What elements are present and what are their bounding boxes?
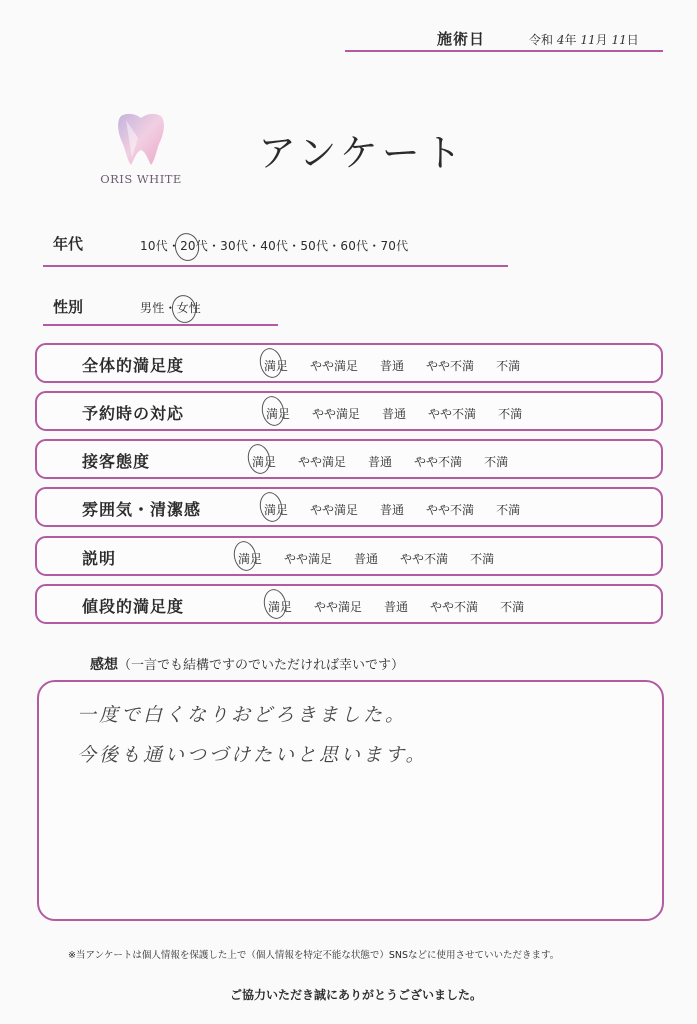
treatment-date <box>345 26 663 52</box>
gender-options <box>140 299 201 316</box>
rating-option: やや満足 <box>314 600 363 614</box>
rating-option: 不満 <box>500 600 525 614</box>
rating-row <box>35 343 663 383</box>
age-label: 年代 <box>53 235 84 253</box>
rating-label: 全体的満足度 <box>82 356 185 375</box>
gender-separator: ・ <box>164 301 177 315</box>
rating-label: 値段的満足度 <box>82 597 185 616</box>
rating-option: やや満足 <box>310 359 359 373</box>
rating-selected-mark <box>259 394 287 428</box>
tooth-icon <box>96 108 186 170</box>
rating-option: やや満足 <box>298 455 347 469</box>
footnote: ※当アンケートは個人情報を保護した上で（個人情報を特定不能な状態で）SNSなどに使用させていいただきます。 <box>68 950 560 961</box>
day: 11 <box>611 33 627 47</box>
rating-option: 満足 <box>252 453 276 470</box>
age-underline <box>43 265 508 267</box>
rating-option: 満足 <box>268 598 292 615</box>
rating-label: 雰囲気・清潔感 <box>82 500 202 519</box>
rating-options <box>264 501 542 518</box>
gender-underline <box>43 324 278 326</box>
rating-selected-mark <box>257 490 285 524</box>
impression-subtitle: （一言でも結構ですのでいただければ幸いです） <box>118 658 405 673</box>
rating-selected-mark <box>257 346 285 380</box>
rating-row <box>35 487 663 527</box>
rating-option: やや不満 <box>400 552 449 566</box>
rating-options <box>264 357 542 374</box>
age-option: 40代 <box>260 239 289 253</box>
rating-option: やや満足 <box>284 552 333 566</box>
rating-options <box>238 550 516 567</box>
rating-option: やや不満 <box>426 359 475 373</box>
year-unit: 年 <box>564 33 577 47</box>
age-separator: ・ <box>368 239 381 253</box>
date-value <box>529 31 639 48</box>
rating-selected-mark <box>261 587 289 621</box>
rating-option: やや不満 <box>430 600 479 614</box>
brand-name: ORIS WHITE <box>100 172 182 186</box>
rating-option: 満足 <box>238 550 262 567</box>
rating-option: 満足 <box>264 501 288 518</box>
day-unit: 日 <box>626 33 639 47</box>
age-separator: ・ <box>248 239 261 253</box>
age-separator: ・ <box>207 239 221 253</box>
rating-option: 普通 <box>384 600 409 614</box>
rating-label: 説明 <box>82 549 117 568</box>
age-option: 70代 <box>380 239 409 253</box>
rating-option: 普通 <box>368 455 393 469</box>
rating-option: やや満足 <box>312 407 361 421</box>
gender-option: 男性 <box>140 301 165 315</box>
age-option: 50代 <box>300 239 329 253</box>
age-selected-mark <box>172 231 201 263</box>
rating-option: やや不満 <box>426 503 475 517</box>
rating-row <box>35 584 663 624</box>
age-separator: ・ <box>328 239 341 253</box>
rating-row <box>35 439 663 479</box>
rating-options <box>252 453 530 470</box>
gender-label: 性別 <box>53 298 84 316</box>
rating-selected-mark <box>245 442 273 476</box>
month: 11 <box>580 33 596 47</box>
impression-line-2: 今後も通いつづけたいと思います。 <box>77 744 428 766</box>
rating-row <box>35 536 663 576</box>
rating-option: 不満 <box>498 407 523 421</box>
age-option: 30代 <box>220 239 249 253</box>
rating-option: 不満 <box>484 455 509 469</box>
logo <box>96 108 186 190</box>
rating-row <box>35 391 663 431</box>
rating-option: やや不満 <box>414 455 463 469</box>
gender-selected-mark <box>169 293 198 325</box>
rating-option: 普通 <box>382 407 407 421</box>
rating-option: 満足 <box>266 405 290 422</box>
thanks-message: ご協力いただき誠にありがとうございました。 <box>230 988 483 1002</box>
impression-heading <box>90 654 404 674</box>
age-separator: ・ <box>167 239 181 253</box>
rating-option: 不満 <box>496 359 521 373</box>
month-unit: 月 <box>595 33 608 47</box>
rating-option: 不満 <box>470 552 495 566</box>
rating-options <box>266 405 544 422</box>
gender-option: 女性 <box>177 301 201 315</box>
era: 令和 <box>529 33 554 47</box>
rating-option: 不満 <box>496 503 521 517</box>
rating-option: 普通 <box>380 359 405 373</box>
rating-option: 普通 <box>380 503 405 517</box>
impression-title: 感想 <box>90 657 118 673</box>
age-option: 60代 <box>340 239 369 253</box>
rating-options <box>268 598 546 615</box>
impression-box <box>37 680 664 921</box>
rating-selected-mark <box>231 539 259 573</box>
rating-label: 予約時の対応 <box>82 404 185 423</box>
rating-option: やや満足 <box>310 503 359 517</box>
year: 4 <box>556 33 565 47</box>
page-title: アンケート <box>258 131 466 175</box>
age-option: 20代 <box>180 239 208 253</box>
rating-label: 接客態度 <box>82 452 151 471</box>
date-label: 施術日 <box>437 30 486 48</box>
rating-option: やや不満 <box>428 407 477 421</box>
age-options <box>140 237 408 254</box>
rating-option: 普通 <box>354 552 379 566</box>
age-separator: ・ <box>288 239 301 253</box>
impression-line-1: 一度で白くなりおどろきました。 <box>77 704 408 726</box>
age-option: 10代 <box>140 239 168 253</box>
rating-option: 満足 <box>264 357 288 374</box>
